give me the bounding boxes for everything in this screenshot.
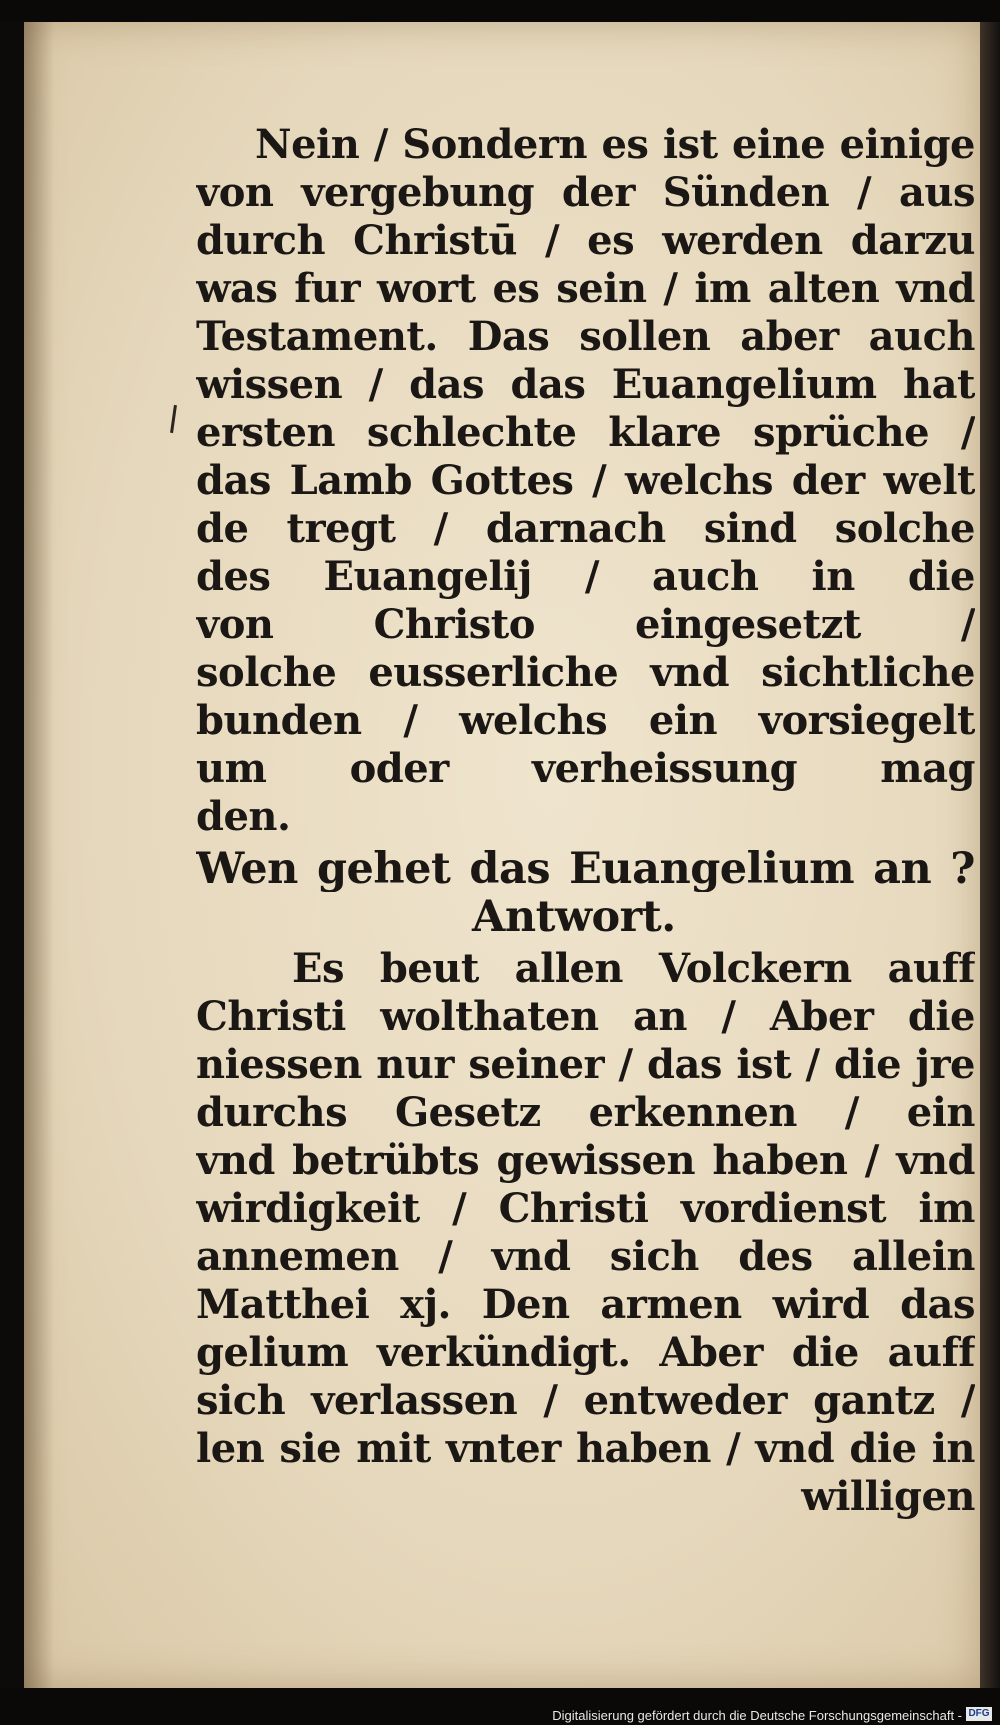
text-line: was fur wort es sein / im alten vnd (196, 266, 975, 312)
catchword: willigen (801, 1473, 975, 1520)
text-line: ersten schlechte klare sprüche / (196, 410, 975, 456)
text-line: von vergebung der Sünden / aus (196, 170, 975, 216)
text-line: Testament. Das sollen aber auch (196, 314, 975, 360)
text-line: wissen / das das Euangelium hat (196, 362, 975, 408)
text-line: Christi wolthaten an / Aber die (196, 994, 975, 1040)
text-line: gelium verkündigt. Aber die auff (196, 1330, 975, 1376)
text-line: niessen nur seiner / das ist / die jre (196, 1042, 975, 1088)
text-line: bunden / welchs ein vorsiegelt (196, 698, 975, 744)
text-line: durch Christū / es werden darzu (196, 218, 975, 264)
text-line: Es beut allen Volckern auff (292, 946, 975, 992)
text-line: den. (196, 793, 291, 840)
text-line: de tregt / darnach sind solche (196, 506, 975, 552)
text-line: Matthei xj. Den armen wird das (196, 1282, 975, 1328)
text-line: annemen / vnd sich des allein (196, 1234, 975, 1280)
text-line: durchs Gesetz erkennen / ein (196, 1090, 975, 1136)
text-line: Nein / Sondern es ist eine einige (255, 122, 975, 168)
text-line: vnd betrübts gewissen haben / vnd (196, 1138, 975, 1184)
text-line: von Christo eingesetzt / (196, 602, 975, 648)
dfg-logo: DFG (966, 1707, 992, 1721)
text-line: sich verlassen / entweder gantz / (196, 1378, 975, 1424)
section-heading: Wen gehet das Euangelium an ? (196, 846, 975, 892)
text-line: solche eusserliche vnd sichtliche (196, 650, 975, 696)
section-subheading: Antwort. (472, 892, 676, 942)
text-line: wirdigkeit / Christi vordienst im (196, 1186, 975, 1232)
text-line: das Lamb Gottes / welchs der welt (196, 458, 975, 504)
text-line: len sie mit vnter haben / vnd die in (196, 1426, 975, 1472)
text-line: um oder verheissung mag (196, 746, 975, 792)
footer-credit: Digitalisierung gefördert durch die Deutsche Forschungsgemeinschaft - (552, 1708, 962, 1723)
text-line: des Euangelij / auch in die (196, 554, 975, 600)
